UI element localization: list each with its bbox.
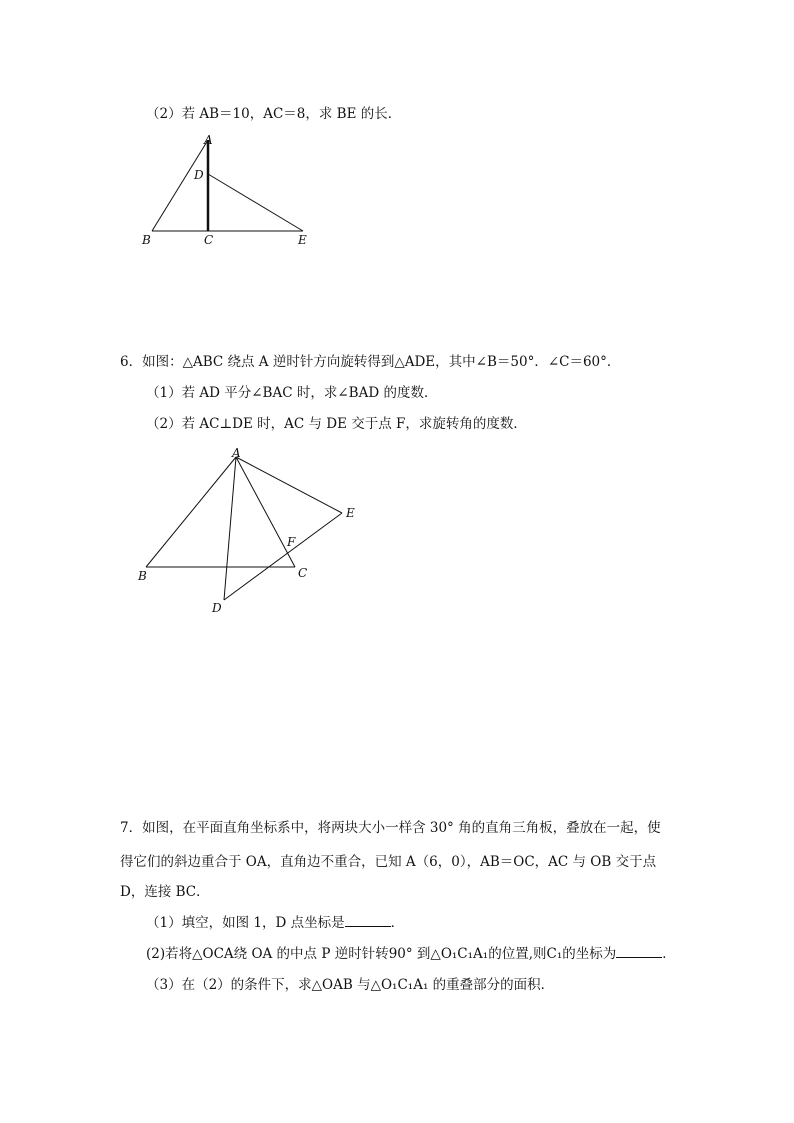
q5-seg-DE: [208, 174, 303, 231]
q6-figure: [130, 445, 370, 615]
q5-label-C: C: [204, 233, 214, 247]
q6-label-E: E: [346, 506, 355, 520]
q6-seg-AC: [236, 457, 295, 567]
q6-part1: （1）若 AD 平分∠BAC 时，求∠BAD 的度数．: [146, 385, 438, 401]
q7-part2: [146, 945, 676, 963]
q6-label-A: A: [232, 446, 241, 460]
q6-seg-AB: [146, 457, 236, 567]
q6-seg-DE: [224, 513, 342, 600]
q7-part2-end: ．: [662, 946, 676, 962]
q5-label-E: E: [298, 233, 307, 247]
q5-label-A: A: [204, 133, 213, 147]
q5-seg-AB: [152, 140, 208, 231]
q6-label-D: D: [212, 601, 222, 615]
q5-label-D: D: [194, 168, 204, 182]
q6-label-B: B: [138, 569, 147, 583]
q5-part2-text: （2）若 AB＝10，AC＝8，求 BE 的长．: [146, 106, 402, 122]
q7-part2-answer-blank[interactable]: [616, 945, 662, 958]
q7-stem-line3: D，连接 BC．: [120, 884, 210, 900]
q5-figure: [140, 134, 340, 254]
q5-label-B: B: [142, 233, 151, 247]
q6-seg-AE: [236, 457, 342, 513]
q7-part1: [146, 914, 404, 932]
q7-stem-line2: 得它们的斜边重合于 OA，直角边不重合，已知 A（6，0），AB＝OC，AC 与 OB 交于点: [120, 854, 657, 870]
q7-stem-line1: 7．如图，在平面直角坐标系中，将两块大小一样含 30° 角的直角三角板，叠放在一起，使: [120, 820, 661, 836]
q6-part2: （2）若 AC⊥DE 时，AC 与 DE 交于点 F，求旋转角的度数．: [146, 416, 527, 432]
q6-label-F: F: [287, 535, 296, 549]
q7-part2-text: (2)若将△OCA绕 OA 的中点 P 逆时针转90° 到△O₁C₁A₁的位置,则C₁的坐标为: [146, 946, 617, 962]
q7-part1-text: （1）填空，如图 1，D 点坐标是: [146, 915, 345, 931]
q7-part1-end: ．: [390, 915, 405, 931]
q6-seg-AD: [224, 457, 236, 600]
q7-part3: （3）在（2）的条件下，求△OAB 与△O₁C₁A₁ 的重叠部分的面积．: [146, 977, 555, 993]
q6-label-C: C: [298, 566, 308, 580]
q6-stem: 6．如图：△ABC 绕点 A 逆时针方向旋转得到△ADE，其中∠B＝50°．∠C＝60°．: [120, 354, 621, 370]
q7-part1-answer-blank[interactable]: [345, 914, 391, 927]
